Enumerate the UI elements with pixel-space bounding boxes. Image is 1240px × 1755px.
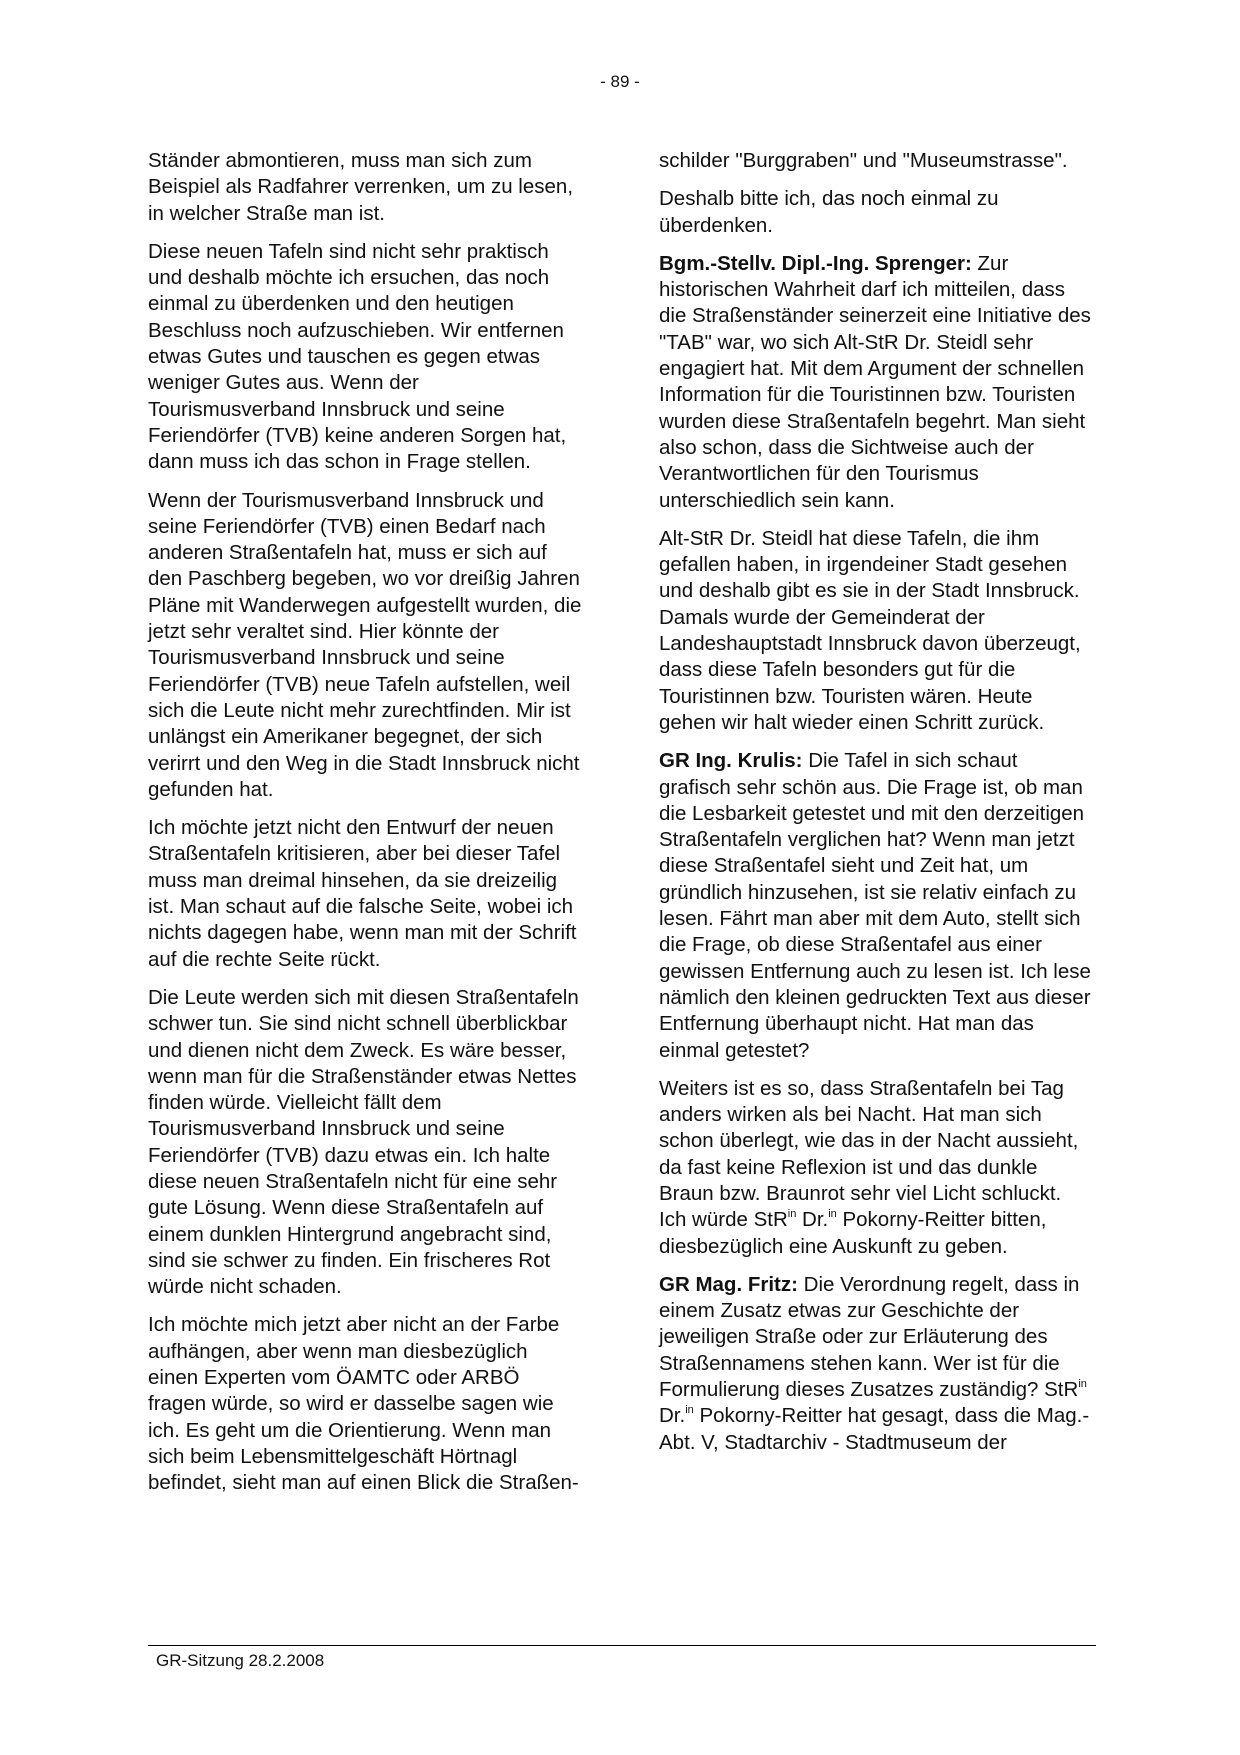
paragraph: Ich möchte jetzt nicht den Entwurf der neuen Straßentafeln kritisieren, aber bei dieser Tafel muss man dreimal hinsehen, da sie dreizeilig ist. Man schaut auf die falsche Seite, wobei ich nichts dagegen habe, wenn man mit der Schrift auf die rechte Seite rückt. — [148, 816, 577, 971]
paragraph — [659, 251, 1094, 514]
speech-text: Die Tafel in sich schaut grafisch sehr schön aus. Die Frage ist, ob man die Lesbarkeit getestet und mit den derzeitigen Straßentafeln verglichen hat? Wenn man jetzt diese Straßentafel sieht und Zeit hat, um gründlich hinzusehen, ist sie relativ einfach zu lesen. Fährt man aber mit dem Auto, stellt sich die Frage, ob diese Straßentafel aus einer gewissen Entfernung auch zu lesen ist. Ich lese nämlich den kleinen gedruckten Text aus dieser Entfernung überhaupt nicht. Hat man das einmal getestet? — [659, 749, 1091, 1062]
footer-text: GR-Sitzung 28.2.2008 — [156, 1651, 325, 1670]
superscript: in — [685, 1404, 694, 1417]
speaker-name: GR Mag. Fritz: — [659, 1272, 798, 1296]
paragraph: Wenn der Tourismusverband Innsbruck und seine Feriendörfer (TVB) einen Bedarf nach anderen Straßentafeln hat, muss er sich auf den Paschberg begeben, wo vor dreißig Jahren Pläne mit Wanderwegen aufgestellt wurden, die jetzt sehr veraltet sind. Hier könnte der Tourismusverband Innsbruck und seine Feriendörfer (TVB) neue Tafeln aufstellen, weil sich die Leute nicht mehr zurechtfinden. Mir ist unlängst ein Amerikaner begegnet, der sich verirrt und den Weg in die Stadt Innsbruck nicht gefunden hat. — [148, 488, 582, 801]
speech-text: Dr. — [659, 1404, 686, 1428]
speaker-name: Bgm.-Stellv. Dipl.-Ing. Sprenger: — [659, 251, 972, 275]
speaker-name: GR Ing. Krulis: — [659, 749, 803, 773]
paragraph: Die Leute werden sich mit diesen Straßentafeln schwer tun. Sie sind nicht schnell überblickbar und dienen nicht dem Zweck. Es wäre besser, wenn man für die Straßenständer etwas Nettes finden würde. Vielleicht fällt dem Tourismusverband Innsbruck und seine Feriendörfer (TVB) dazu etwas ein. Ich halte diese neuen Straßentafeln nicht für eine sehr gute Lösung. Wenn diese Straßentafeln auf einem dunklen Hintergrund angebracht sind, sind sie schwer zu finden. Ein frischeres Rot würde nicht schaden. — [148, 985, 579, 1299]
right-column — [659, 148, 1094, 1468]
superscript: in — [787, 1208, 797, 1221]
paragraph: Ich möchte mich jetzt aber nicht an der Farbe aufhängen, aber wenn man diesbezüglich einen Experten vom ÖAMTC oder ARBÖ fragen würde, so wird er dasselbe sagen wie ich. Es geht um die Orientierung. Wenn man sich beim Lebensmittelgeschäft Hörtnagl befindet, sieht man auf einen Blick die Straßen- — [148, 1313, 579, 1495]
paragraph: Ständer abmontieren, muss man sich zum Beispiel als Radfahrer verrenken, um zu lesen, in welcher Straße man ist. — [148, 149, 574, 225]
paragraph: Deshalb bitte ich, das noch einmal zu überdenken. — [659, 187, 999, 237]
speech-text: Die Verordnung regelt, dass in einem Zusatz etwas zur Geschichte der jeweiligen Straße oder zur Erläuterung des Straßennamens stehen kann. Wer ist für die Formulierung dieses Zusatzes zuständig? StR — [659, 1272, 1080, 1402]
paragraph — [659, 1076, 1094, 1260]
superscript: in — [828, 1208, 837, 1221]
speech-text: Pokorny-Reitter hat gesagt, dass die Mag.-Abt. V, Stadtarchiv - Stadtmuseum der — [659, 1404, 1090, 1454]
superscript: in — [1078, 1378, 1087, 1391]
paragraph — [659, 748, 1094, 1064]
paragraph: Diese neuen Tafeln sind nicht sehr praktisch und deshalb möchte ich ersuchen, das noch einmal zu überdenken und den heutigen Beschluss noch aufzuschieben. Wir entfernen etwas Gutes und tauschen es gegen etwas weniger Gutes aus. Wenn der Tourismusverband Innsbruck und seine Feriendörfer (TVB) keine anderen Sorgen hat, dann muss ich das schon in Frage stellen. — [148, 239, 567, 474]
paragraph: Alt-StR Dr. Steidl hat diese Tafeln, die ihm gefallen haben, in irgendeiner Stadt gesehen und deshalb gibt es sie in der Stadt Innsbruck. Damals wurde der Gemeinderat der Landeshauptstadt Innsbruck davon überzeugt, dass diese Tafeln besonders gut für die Touristinnen bzw. Touristen wären. Heute gehen wir halt wieder einen Schritt zurück. — [659, 526, 1081, 734]
left-column — [148, 148, 583, 1509]
paragraph: schilder "Burggraben" und "Museumstrasse". — [659, 149, 1068, 172]
speech-text: Weiters ist es so, dass Straßentafeln bei Tag anders wirken als bei Nacht. Hat man sich schon überlegt, wie das in der Nacht aussieht, da fast keine Reflexion ist und das dunkle Braun bzw. Braunrot sehr viel Licht schluckt. Ich würde StR — [659, 1076, 1079, 1232]
speech-text: Pokorny-Reitter bitten, diesbezüglich eine Auskunft zu geben. — [659, 1208, 1047, 1258]
page-number: - 89 - — [600, 72, 640, 91]
paragraph — [659, 1272, 1094, 1456]
speech-text: Dr. — [796, 1208, 829, 1232]
speech-text: Zur historischen Wahrheit darf ich mitteilen, dass die Straßenständer seinerzeit eine Initiative des "TAB" war, wo sich Alt-StR Dr. Steidl sehr engagiert hat. Mit dem Argument der schnellen Information für die Touristinnen bzw. Touristen wurden diese Straßentafeln begehrt. Man sieht also schon, dass die Sichtweise auch der Verantwortlichen für den Tourismus unterschiedlich sein kann. — [659, 251, 1091, 512]
footer-divider — [148, 1645, 1096, 1646]
